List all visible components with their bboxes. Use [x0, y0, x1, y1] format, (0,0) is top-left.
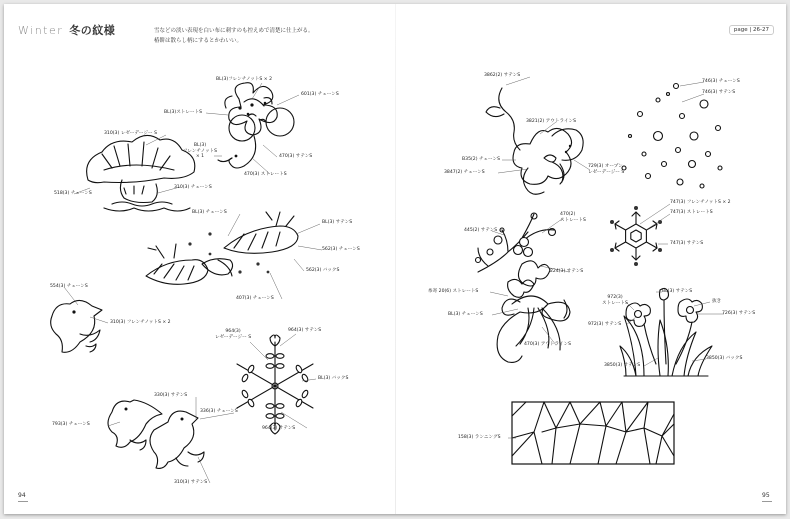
snowflake-motif: [237, 335, 313, 434]
label-l07: 470(3) ストレートS: [244, 172, 287, 177]
label-r14: 747(3) フレンチノットS × 2: [670, 200, 731, 205]
label-r05-line2: レゼーデージー S: [588, 169, 625, 175]
two-birds-motif: [108, 400, 204, 468]
label-l18: 964(3) サテンS: [288, 328, 322, 333]
book-spread: [4, 4, 786, 514]
label-l13: 562(3) バックS: [306, 268, 340, 273]
morning-glory-motif: [486, 88, 583, 194]
label-r16: 747(3) サテンS: [670, 241, 704, 246]
label-r17: BL(3) サテンS: [662, 289, 693, 294]
label-r06: 746(3) チェーンS: [702, 79, 740, 84]
snow-dots-motif: [622, 84, 722, 189]
label-r10: 224(3) サテンS: [550, 269, 584, 274]
label-r19-line1: 972(3): [607, 295, 623, 300]
embroidery-patterns: [4, 4, 786, 514]
label-l02: 601(3) チェーンS: [301, 92, 339, 97]
label-r03: B35(2) チェーンS: [462, 157, 501, 162]
label-l17-line1: 964(3): [225, 329, 241, 334]
label-l20: 964(3) サテンS: [262, 426, 296, 431]
label-l09: 310(3) チェーンS: [174, 185, 212, 190]
label-r12: BL(3) チェーンS: [448, 312, 483, 317]
label-l17: [210, 329, 256, 340]
page-reference-tab: page | 26-27: [729, 25, 774, 35]
label-r05-line1: 729(3) オープン: [588, 164, 623, 169]
label-l08: 518(3) チェーンS: [54, 191, 92, 196]
snowy-pine-motif: [146, 212, 298, 284]
label-r20: 972(3) サテンS: [588, 322, 622, 327]
label-l05-line3: × 1: [195, 154, 205, 160]
label-l22: 336(3) チェーンS: [200, 409, 238, 414]
label-l15: 554(3) チェーンS: [50, 284, 88, 289]
label-r02: 3821(2) アウトラインS: [526, 119, 576, 124]
label-l03: BL(3)ストレートS: [164, 110, 203, 115]
label-r05: [588, 164, 624, 175]
label-l21: 330(3) サテンS: [154, 393, 188, 398]
label-l10: BL(3) チェーンS: [192, 210, 227, 215]
title-english: Winter: [18, 24, 64, 37]
label-r09-line2: ストレートS: [560, 217, 586, 223]
label-r24: 158(3) ランニングS: [458, 435, 501, 440]
label-l04: 310(3) レゼーデージー S: [104, 131, 157, 136]
page-number-right: 95: [762, 492, 772, 502]
page-number-left: 94: [18, 492, 28, 502]
cracked-ice-motif: [512, 402, 674, 464]
title-japanese: 冬の紋様: [69, 24, 116, 37]
label-r19: [602, 295, 628, 306]
label-l11: BL(3) サテンS: [322, 220, 353, 225]
label-l23: 793(3) チェーンS: [52, 422, 90, 427]
label-r13: 470(3) アウトラインS: [524, 342, 572, 347]
bird-small-motif: [51, 300, 102, 352]
label-r09: [560, 212, 586, 223]
label-l05-line2: フレンチノットS: [182, 148, 218, 154]
hexagon-snowflake-motif: [610, 206, 662, 266]
label-r04: 3847(2) チェーンS: [444, 170, 485, 175]
intro-line-2: 椿餅は散らし柄にするとかわいい。: [154, 38, 243, 44]
intro-line-1: 雪などの淡い表現を白い布に刺すのも控えめで清楚に仕上がる。: [154, 28, 314, 34]
label-r22: 3850(3) サテンS: [604, 363, 641, 368]
label-r09-line1: 470(2): [560, 212, 576, 217]
label-l06: 470(3) サテンS: [279, 154, 313, 159]
label-l05: [179, 143, 221, 160]
label-l19: BL(3) バックS: [318, 376, 349, 381]
label-l01: BL(3)フレンチノットS × 2: [216, 77, 273, 82]
label-r07: 746(3) サテンS: [702, 90, 736, 95]
label-r01: 3862(2) サテンS: [484, 73, 521, 78]
plum-branch-knot-motif: [476, 213, 571, 362]
label-r15: 747(3) ストレートS: [670, 210, 713, 215]
label-r11: 糸寄 20(6) ストレートS: [428, 289, 479, 294]
label-l14: 407(3) チェーンS: [236, 296, 274, 301]
label-r21: 726(3) サテンS: [722, 311, 756, 316]
label-l16: 310(3) フレンチノットS × 2: [110, 320, 171, 325]
label-l17-line2: レゼーデージー S: [214, 334, 252, 340]
label-l05-line1: BL(3): [193, 143, 207, 148]
label-r19-line2: ストレートS: [602, 300, 628, 306]
label-r23: 3850(3) バックS: [706, 356, 743, 361]
label-l24: 310(3) サテンS: [174, 480, 208, 485]
label-r08: 445(2) サテンS: [464, 228, 498, 233]
label-r18: 抜き: [712, 299, 722, 304]
label-l12: 562(3) チェーンS: [322, 247, 360, 252]
